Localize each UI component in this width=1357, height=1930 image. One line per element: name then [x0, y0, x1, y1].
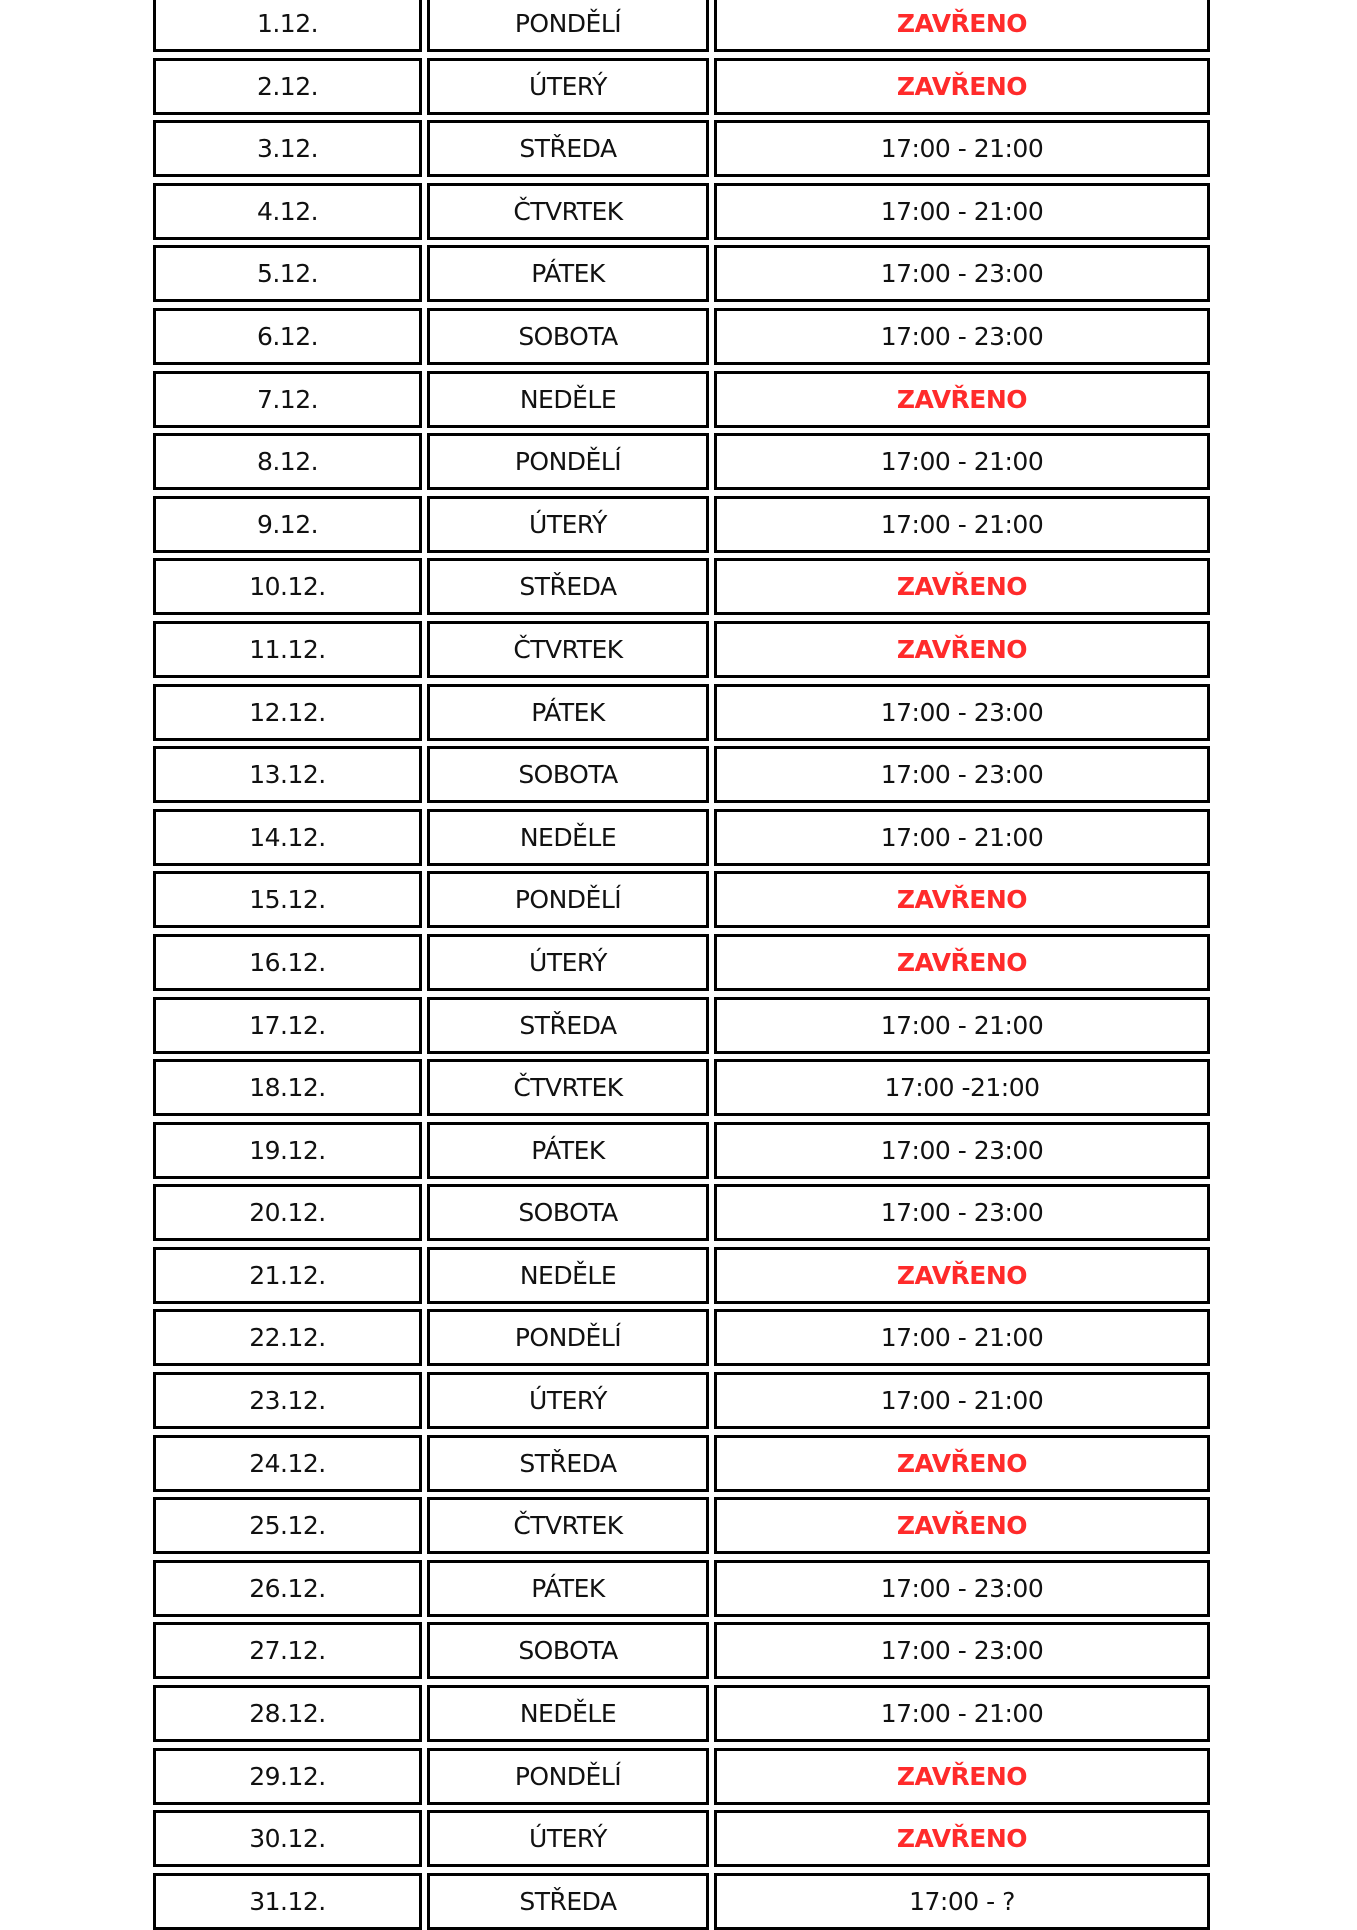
day-cell: ČTVRTEK: [427, 1059, 709, 1116]
table-row: [153, 809, 1210, 866]
table-row: [153, 871, 1210, 928]
table-row: [153, 1622, 1210, 1679]
date-cell: 8.12.: [153, 433, 422, 490]
day-cell: ČTVRTEK: [427, 1497, 709, 1554]
hours-cell: ZAVŘENO: [714, 1247, 1210, 1304]
table-row: [153, 1309, 1210, 1366]
day-cell: PÁTEK: [427, 684, 709, 741]
date-cell: 25.12.: [153, 1497, 422, 1554]
date-cell: 28.12.: [153, 1685, 422, 1742]
table-row: [153, 496, 1210, 553]
table-row: [153, 433, 1210, 490]
day-cell: SOBOTA: [427, 1184, 709, 1241]
hours-cell: 17:00 - 21:00: [714, 120, 1210, 177]
hours-cell: 17:00 - 21:00: [714, 183, 1210, 240]
date-cell: 7.12.: [153, 371, 422, 428]
table-row: [153, 1184, 1210, 1241]
table-row: [153, 1873, 1210, 1930]
day-cell: STŘEDA: [427, 1435, 709, 1492]
hours-cell: ZAVŘENO: [714, 1748, 1210, 1805]
day-cell: PONDĚLÍ: [427, 1309, 709, 1366]
date-cell: 10.12.: [153, 558, 422, 615]
hours-cell: ZAVŘENO: [714, 0, 1210, 52]
hours-cell: 17:00 - 21:00: [714, 997, 1210, 1054]
date-cell: 11.12.: [153, 621, 422, 678]
date-cell: 3.12.: [153, 120, 422, 177]
opening-hours-table: [153, 0, 1210, 1930]
day-cell: STŘEDA: [427, 1873, 709, 1930]
day-cell: SOBOTA: [427, 1622, 709, 1679]
table-row: [153, 934, 1210, 991]
table-row: [153, 245, 1210, 302]
day-cell: SOBOTA: [427, 308, 709, 365]
date-cell: 1.12.: [153, 0, 422, 52]
hours-cell: 17:00 - 21:00: [714, 433, 1210, 490]
hours-cell: ZAVŘENO: [714, 1810, 1210, 1867]
hours-cell: 17:00 - 23:00: [714, 1560, 1210, 1617]
date-cell: 4.12.: [153, 183, 422, 240]
table-row: [153, 1372, 1210, 1429]
day-cell: ÚTERÝ: [427, 58, 709, 115]
table-row: [153, 371, 1210, 428]
day-cell: PÁTEK: [427, 1122, 709, 1179]
hours-cell: ZAVŘENO: [714, 558, 1210, 615]
hours-cell: ZAVŘENO: [714, 1497, 1210, 1554]
date-cell: 23.12.: [153, 1372, 422, 1429]
table-row: [153, 183, 1210, 240]
hours-cell: ZAVŘENO: [714, 1435, 1210, 1492]
date-cell: 30.12.: [153, 1810, 422, 1867]
date-cell: 2.12.: [153, 58, 422, 115]
date-cell: 16.12.: [153, 934, 422, 991]
date-cell: 24.12.: [153, 1435, 422, 1492]
table-row: [153, 684, 1210, 741]
day-cell: NEDĚLE: [427, 371, 709, 428]
day-cell: ÚTERÝ: [427, 1372, 709, 1429]
day-cell: PONDĚLÍ: [427, 433, 709, 490]
date-cell: 12.12.: [153, 684, 422, 741]
day-cell: STŘEDA: [427, 120, 709, 177]
day-cell: PONDĚLÍ: [427, 1748, 709, 1805]
table-row: [153, 1685, 1210, 1742]
table-row: [153, 1497, 1210, 1554]
hours-cell: 17:00 - 21:00: [714, 1372, 1210, 1429]
day-cell: SOBOTA: [427, 746, 709, 803]
hours-cell: 17:00 - 21:00: [714, 1309, 1210, 1366]
day-cell: ÚTERÝ: [427, 496, 709, 553]
table-row: [153, 1122, 1210, 1179]
day-cell: ÚTERÝ: [427, 934, 709, 991]
hours-cell: ZAVŘENO: [714, 58, 1210, 115]
hours-cell: 17:00 -21:00: [714, 1059, 1210, 1116]
hours-cell: 17:00 - 23:00: [714, 1184, 1210, 1241]
hours-cell: 17:00 - 23:00: [714, 1122, 1210, 1179]
hours-cell: ZAVŘENO: [714, 934, 1210, 991]
table-row: [153, 997, 1210, 1054]
date-cell: 6.12.: [153, 308, 422, 365]
hours-cell: 17:00 - 23:00: [714, 245, 1210, 302]
date-cell: 5.12.: [153, 245, 422, 302]
hours-cell: 17:00 - 23:00: [714, 1622, 1210, 1679]
date-cell: 31.12.: [153, 1873, 422, 1930]
day-cell: PÁTEK: [427, 245, 709, 302]
hours-cell: 17:00 - 21:00: [714, 1685, 1210, 1742]
day-cell: PONDĚLÍ: [427, 871, 709, 928]
table-row: [153, 1435, 1210, 1492]
date-cell: 20.12.: [153, 1184, 422, 1241]
table-row: [153, 1247, 1210, 1304]
date-cell: 26.12.: [153, 1560, 422, 1617]
hours-cell: ZAVŘENO: [714, 621, 1210, 678]
date-cell: 18.12.: [153, 1059, 422, 1116]
day-cell: PONDĚLÍ: [427, 0, 709, 52]
table-row: [153, 621, 1210, 678]
day-cell: STŘEDA: [427, 558, 709, 615]
day-cell: NEDĚLE: [427, 809, 709, 866]
table-row: [153, 558, 1210, 615]
date-cell: 29.12.: [153, 1748, 422, 1805]
hours-cell: 17:00 - 23:00: [714, 684, 1210, 741]
table-row: [153, 1059, 1210, 1116]
date-cell: 22.12.: [153, 1309, 422, 1366]
hours-cell: 17:00 - 23:00: [714, 308, 1210, 365]
day-cell: NEDĚLE: [427, 1247, 709, 1304]
hours-cell: 17:00 - 21:00: [714, 809, 1210, 866]
day-cell: STŘEDA: [427, 997, 709, 1054]
day-cell: ČTVRTEK: [427, 621, 709, 678]
table-row: [153, 746, 1210, 803]
date-cell: 15.12.: [153, 871, 422, 928]
table-row: [153, 0, 1210, 52]
hours-cell: ZAVŘENO: [714, 871, 1210, 928]
date-cell: 19.12.: [153, 1122, 422, 1179]
date-cell: 14.12.: [153, 809, 422, 866]
day-cell: ČTVRTEK: [427, 183, 709, 240]
date-cell: 21.12.: [153, 1247, 422, 1304]
table-row: [153, 1748, 1210, 1805]
day-cell: ÚTERÝ: [427, 1810, 709, 1867]
table-row: [153, 120, 1210, 177]
table-row: [153, 58, 1210, 115]
hours-cell: 17:00 - 21:00: [714, 496, 1210, 553]
day-cell: PÁTEK: [427, 1560, 709, 1617]
date-cell: 9.12.: [153, 496, 422, 553]
table-row: [153, 1810, 1210, 1867]
hours-cell: 17:00 - 23:00: [714, 746, 1210, 803]
date-cell: 17.12.: [153, 997, 422, 1054]
day-cell: NEDĚLE: [427, 1685, 709, 1742]
hours-cell: ZAVŘENO: [714, 371, 1210, 428]
date-cell: 27.12.: [153, 1622, 422, 1679]
table-row: [153, 308, 1210, 365]
date-cell: 13.12.: [153, 746, 422, 803]
table-row: [153, 1560, 1210, 1617]
hours-cell: 17:00 - ?: [714, 1873, 1210, 1930]
